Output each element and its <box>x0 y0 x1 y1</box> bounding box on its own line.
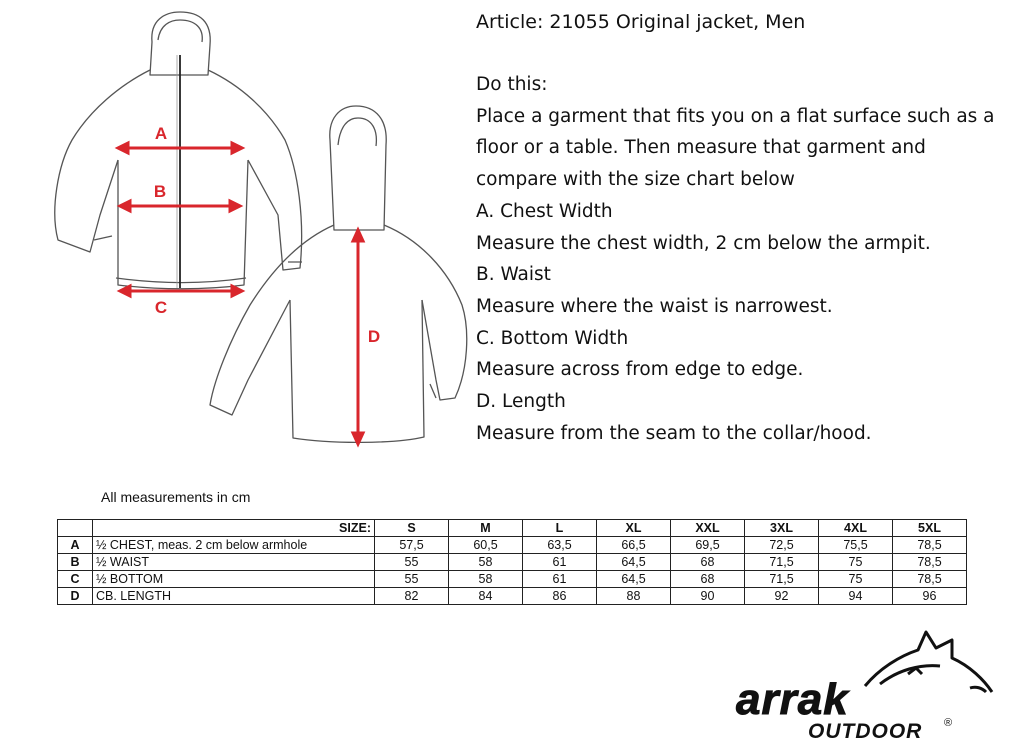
instruction-line: Measure across from edge to edge. <box>476 359 804 381</box>
table-cell: 94 <box>819 588 893 605</box>
size-header: XL <box>597 520 671 537</box>
row-letter: D <box>58 588 93 605</box>
table-cell: 78,5 <box>893 571 967 588</box>
instruction-line: D. Length <box>476 391 566 413</box>
row-description: CB. LENGTH <box>93 588 375 605</box>
table-cell: 68 <box>671 554 745 571</box>
table-cell: 60,5 <box>449 537 523 554</box>
instruction-line: Do this: <box>476 74 548 95</box>
size-header-label: SIZE: <box>93 520 375 537</box>
table-cell: 78,5 <box>893 554 967 571</box>
logo-subtitle: OUTDOOR <box>808 720 923 743</box>
label-a: A <box>154 124 168 143</box>
front-jacket-drawing <box>55 12 302 289</box>
table-cell: 90 <box>671 588 745 605</box>
jacket-measurement-illustration <box>0 0 480 460</box>
wolf-head-icon <box>865 632 992 692</box>
table-row <box>58 554 967 571</box>
row-description: ½ WAIST <box>93 554 375 571</box>
article-title: Article: 21055 Original jacket, Men <box>476 11 806 33</box>
table-cell: 57,5 <box>375 537 449 554</box>
arrak-outdoor-logo <box>730 628 1000 743</box>
table-cell: 58 <box>449 554 523 571</box>
table-cell: 88 <box>597 588 671 605</box>
instruction-line: C. Bottom Width <box>476 327 629 349</box>
size-header: S <box>375 520 449 537</box>
label-b: B <box>153 182 167 201</box>
instruction-line: floor or a table. Then measure that garment and <box>476 137 926 159</box>
instructions <box>476 69 995 449</box>
size-header: M <box>449 520 523 537</box>
table-cell: 55 <box>375 571 449 588</box>
label-c: C <box>154 298 168 317</box>
instruction-line: Measure from the seam to the collar/hood. <box>476 422 872 444</box>
instruction-line: B. Waist <box>476 264 551 286</box>
size-header: L <box>523 520 597 537</box>
table-row <box>58 588 967 605</box>
size-header: XXL <box>671 520 745 537</box>
label-d: D <box>367 327 381 346</box>
table-cell: 71,5 <box>745 554 819 571</box>
row-description: ½ CHEST, meas. 2 cm below armhole <box>93 537 375 554</box>
size-chart-table <box>57 519 967 605</box>
table-cell: 55 <box>375 554 449 571</box>
table-cell: 63,5 <box>523 537 597 554</box>
size-header: 5XL <box>893 520 967 537</box>
table-cell: 68 <box>671 571 745 588</box>
table-cell: 58 <box>449 571 523 588</box>
instruction-line: Measure where the waist is narrowest. <box>476 295 833 317</box>
row-description: ½ BOTTOM <box>93 571 375 588</box>
table-cell: 72,5 <box>745 537 819 554</box>
logo-wordmark: arrak <box>736 675 849 724</box>
table-row <box>58 537 967 554</box>
row-letter: C <box>58 571 93 588</box>
table-row <box>58 571 967 588</box>
table-cell: 61 <box>523 554 597 571</box>
table-cell: 64,5 <box>597 554 671 571</box>
instruction-line: compare with the size chart below <box>476 169 795 191</box>
size-header: 3XL <box>745 520 819 537</box>
registered-mark: ® <box>944 717 953 729</box>
row-letter: A <box>58 537 93 554</box>
table-cell: 75 <box>819 571 893 588</box>
table-cell: 86 <box>523 588 597 605</box>
table-cell: 78,5 <box>893 537 967 554</box>
table-cell: 71,5 <box>745 571 819 588</box>
row-letter: B <box>58 554 93 571</box>
instruction-line: A. Chest Width <box>476 200 613 222</box>
table-cell: 84 <box>449 588 523 605</box>
table-cell: 69,5 <box>671 537 745 554</box>
table-cell: 92 <box>745 588 819 605</box>
instruction-line: Measure the chest width, 2 cm below the armpit. <box>476 232 931 254</box>
table-header-row <box>58 520 967 537</box>
instruction-line: Place a garment that fits you on a flat surface such as a <box>476 105 995 127</box>
table-cell: 61 <box>523 571 597 588</box>
table-cell: 66,5 <box>597 537 671 554</box>
table-cell: 96 <box>893 588 967 605</box>
table-cell: 75 <box>819 554 893 571</box>
table-cell: 75,5 <box>819 537 893 554</box>
size-header: 4XL <box>819 520 893 537</box>
table-cell: 82 <box>375 588 449 605</box>
back-jacket-drawing <box>210 106 467 442</box>
measurement-note: All measurements in cm <box>101 489 251 505</box>
table-cell: 64,5 <box>597 571 671 588</box>
